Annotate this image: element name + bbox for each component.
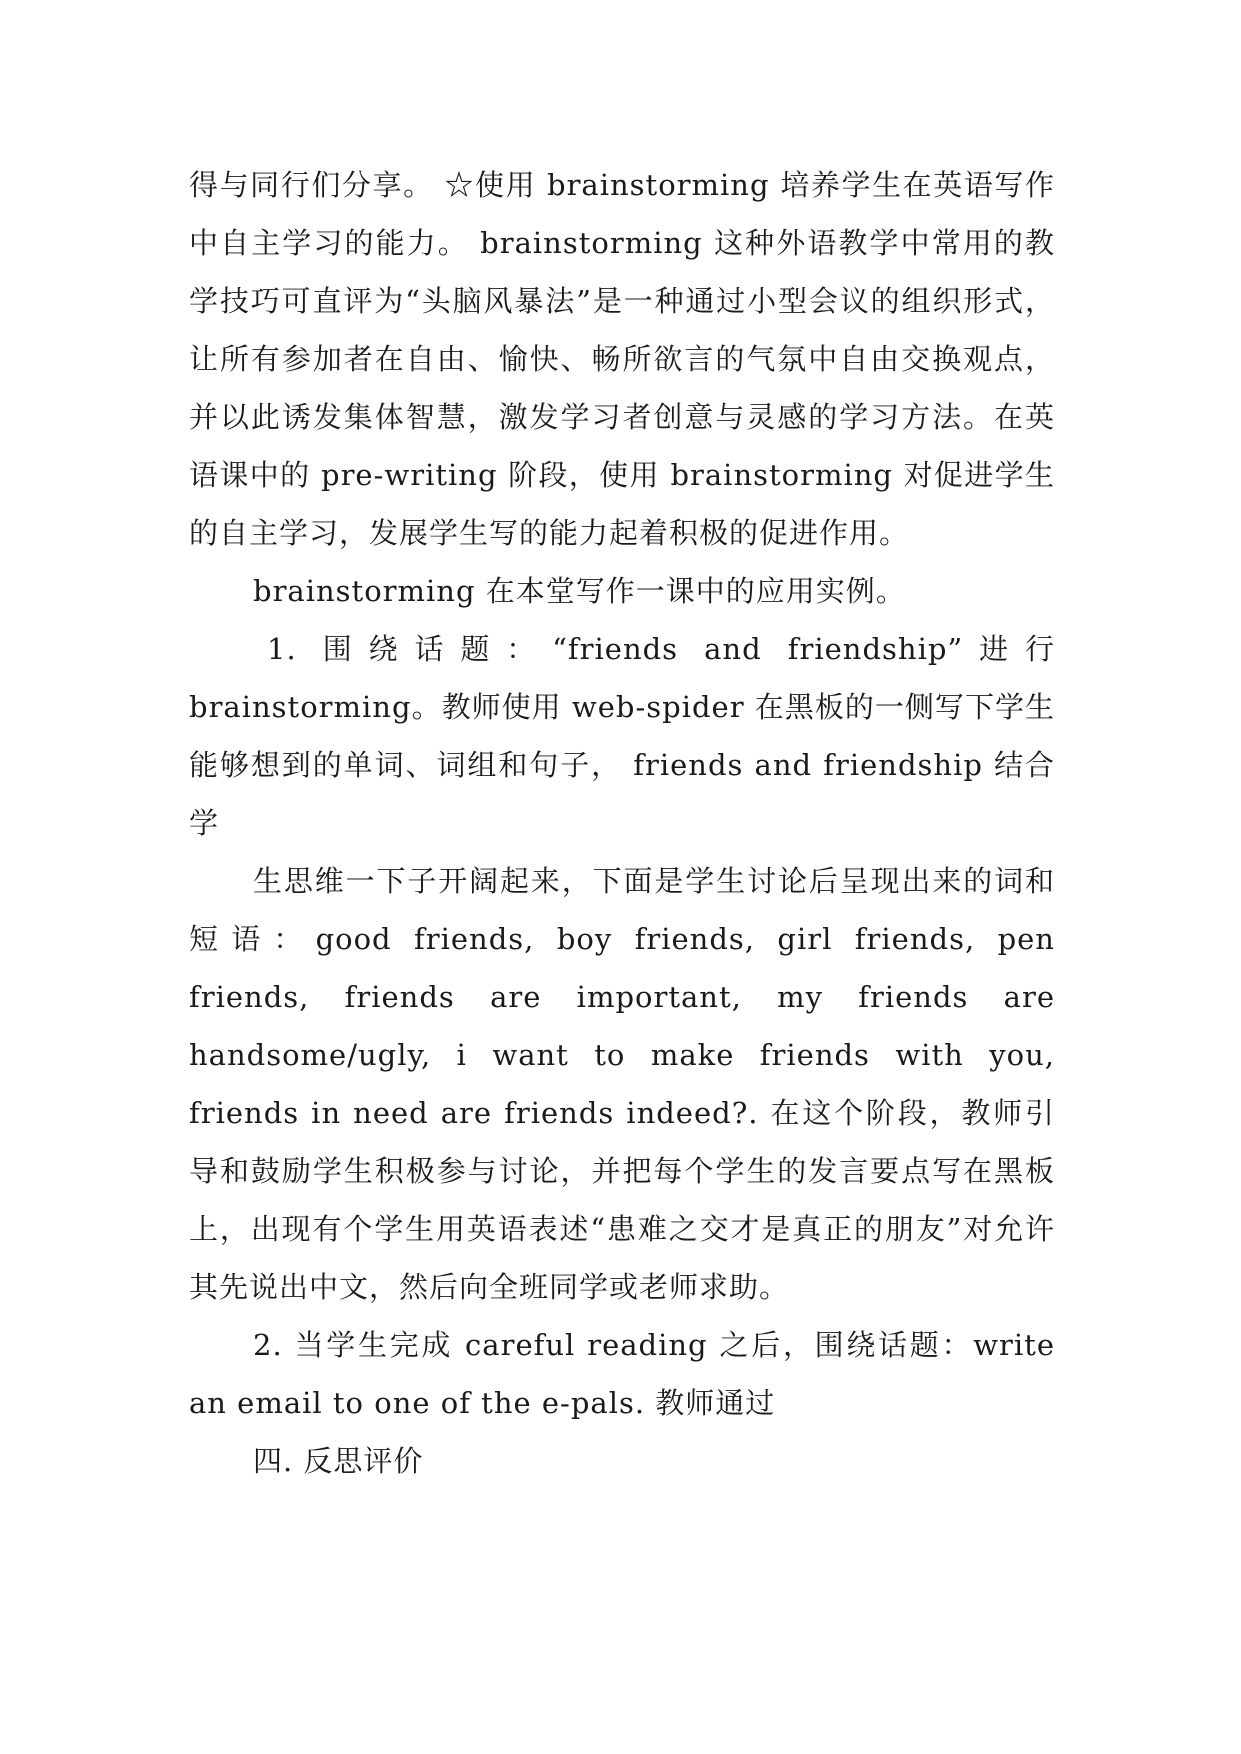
document-body — [189, 156, 1055, 1490]
section-heading-reflection: 四. 反思评价 — [253, 1444, 424, 1478]
paragraph-student-phrases: 生思维一下子开阔起来，下面是学生讨论后呈现出来的词和短语：good friends, boy friends, girl friends, pen friends, friends are important, my friends are handsome/ugly, i want to make friends with you, friends in need are friends indeed?. 在这个阶段，教师引导和鼓励学生积极参与讨论，并把每个学生的发言要点写在黑板上，出现有个学生用英语表述“患难之交才是真正的朋友”对允许其先说出中文，然后向全班同学或老师求助。 — [189, 864, 1055, 1304]
paragraph-step-2: 2. 当学生完成 careful reading 之后，围绕话题：write an email to one of the e-pals. 教师通过 — [189, 1328, 1055, 1420]
paragraph-step-1: 1. 围绕话题：“friends and friendship”进行 brainstorming。教师使用 web-spider 在黑板的一侧写下学生能够想到的单词、词组和句子， friends and friendship 结合学 — [189, 632, 1055, 840]
paragraph-example-heading: brainstorming 在本堂写作一课中的应用实例。 — [253, 574, 906, 608]
paragraph-brainstorming-intro: 得与同行们分享。 ☆使用 brainstorming 培养学生在英语写作中自主学习的能力。 brainstorming 这种外语教学中常用的教学技巧可直评为“头脑风暴法”是一种通过小型会议的组织形式，让所有参加者在自由、愉快、畅所欲言的气氛中自由交换观点，并以此诱发集体智慧，激发学习者创意与灵感的学习方法。在英语课中的 pre-writing 阶段，使用 brainstorming 对促进学生的自主学习，发展学生写的能力起着积极的促进作用。 — [189, 168, 1055, 550]
